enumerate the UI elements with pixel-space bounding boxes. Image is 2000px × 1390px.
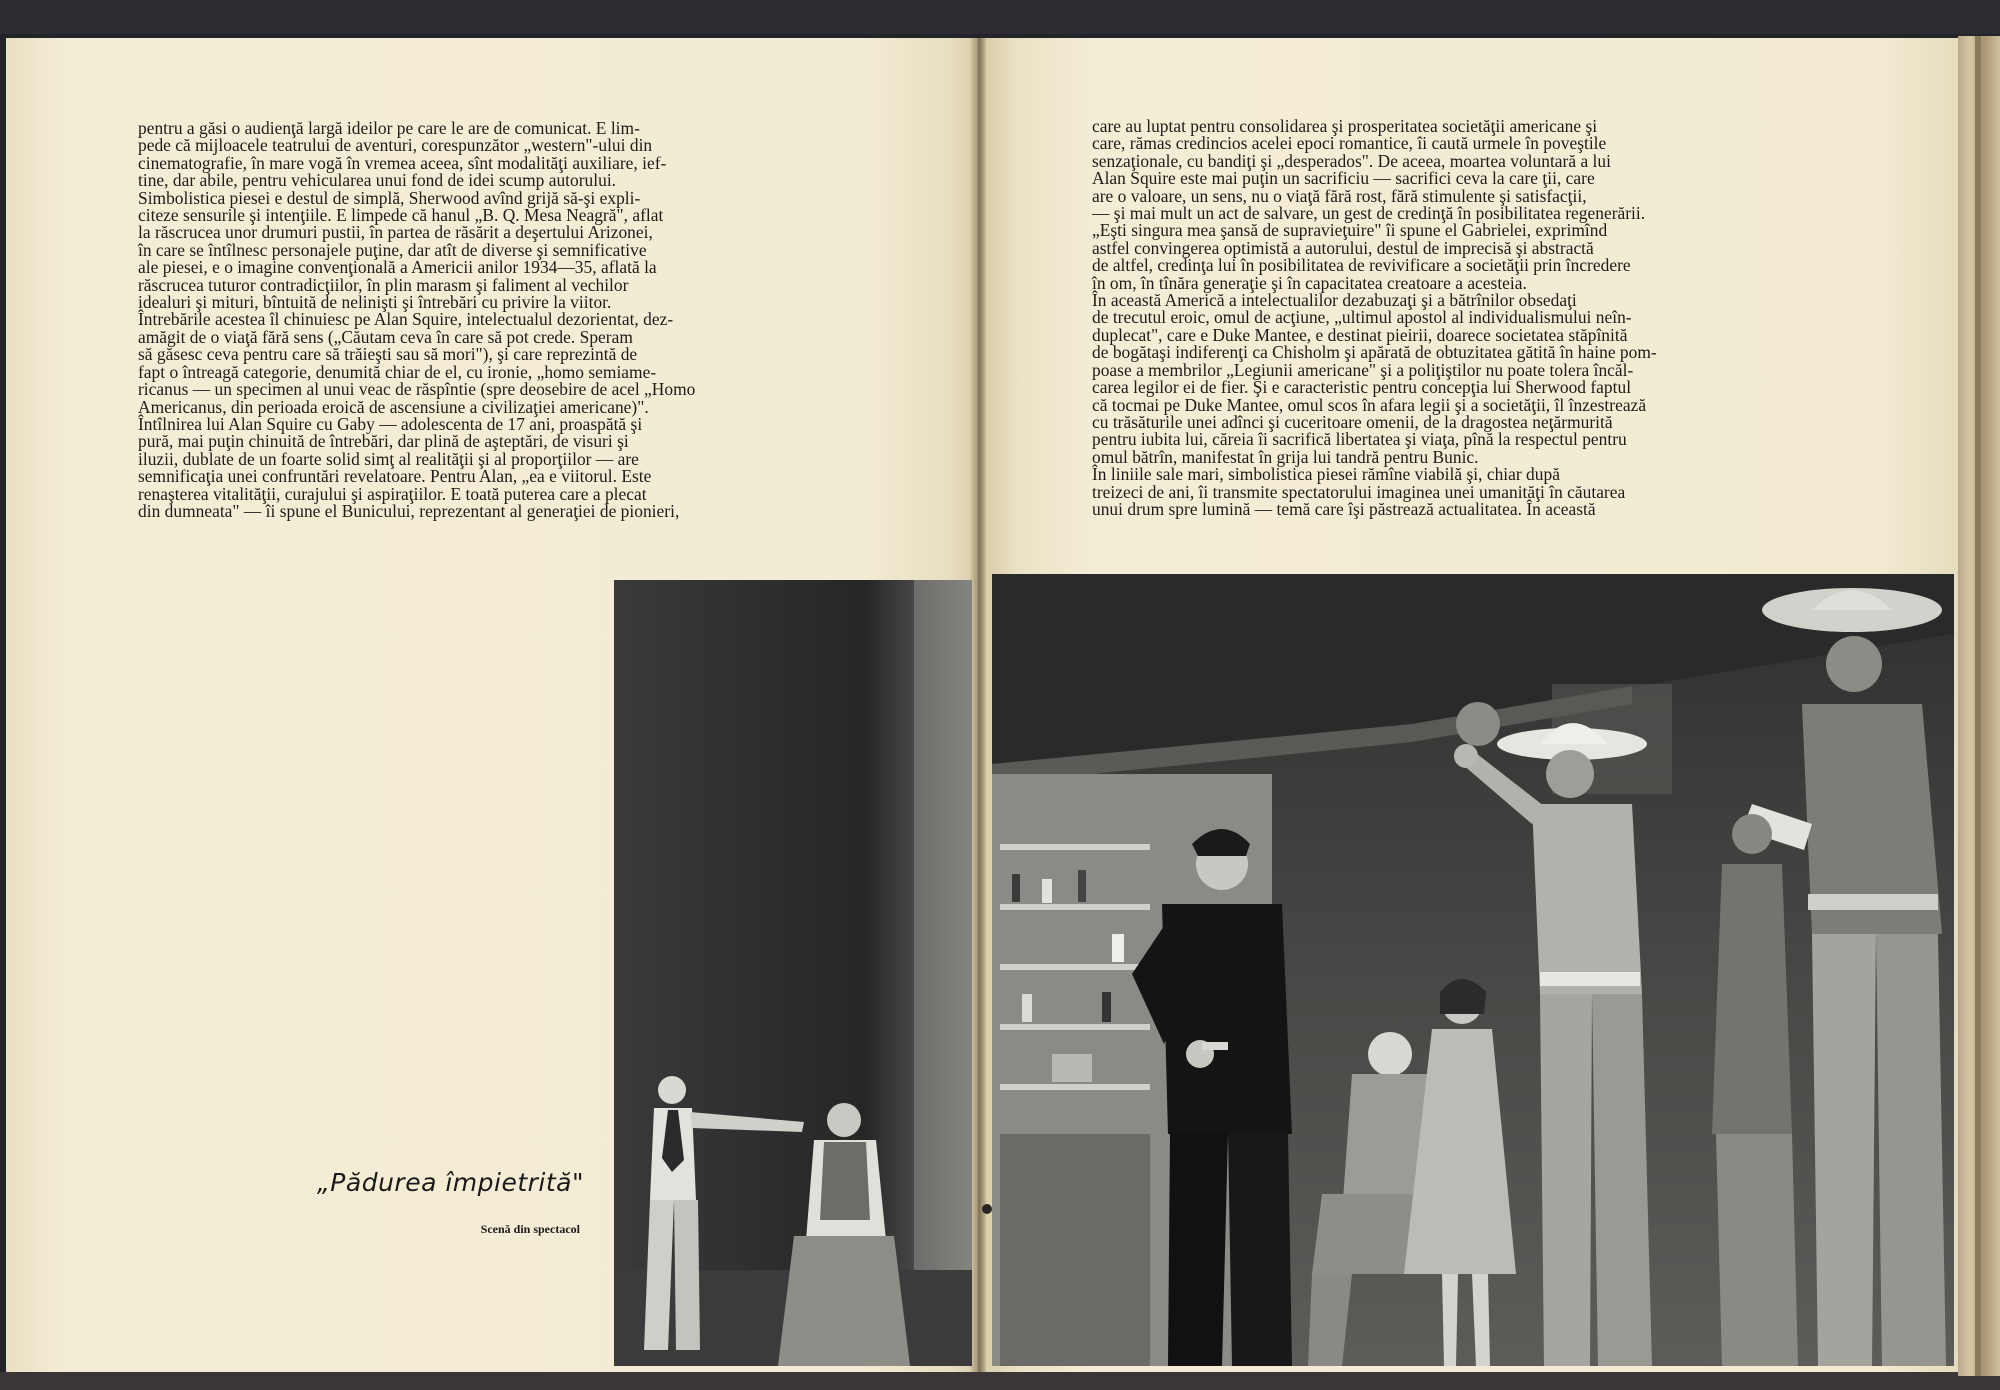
scan-background-top xyxy=(0,0,2000,34)
stage-photo-right xyxy=(992,574,1954,1366)
book-gutter xyxy=(970,38,986,1372)
binding-hole xyxy=(982,1204,992,1214)
book-spine-stripe xyxy=(1975,36,1981,1376)
stage-photo-left xyxy=(614,580,972,1366)
left-page-body-text: pentru a găsi o audienţă largă ideilor pe care le are de comunicat. E lim- pede că mijloacele teatrului de aventuri, corespunzător „western"-ului din cinematografie, în mare vogă în vremea aceea, sînt modalităţi auxiliare, ief- tine, dar abile, pentru vehicularea unui fond de idei scump autorului. Simbolistica piesei e destul de simplă, Sherwood avînd grijă să-şi expli- citeze sensurile şi intenţiile. E limpede că hanul „B. Q. Mesa Neagră", aflat la răscrucea unor drumuri pustii, în partea de răsărit a deşertului Arizonei, în care se întîlnesc personajele puţine, dar atît de diverse şi semnificative ale piesei, e o imagine convenţională a Americii anilor 1934—35, aflată la răscrucea tuturor contradicţiilor, în plin marasm şi faliment al vechilor idealuri şi mituri, bîntuită de nelinişti şi întrebări cu privire la viitor. Întrebările acestea îl chinuiesc pe Alan Squire, intelectualul dezorientat, dez- amăgit de o viaţă fără sens („Căutam ceva în care să pot crede. Speram să găsesc ceva pentru care să trăieşti sau să mori"), şi care reprezintă de fapt o întreagă categorie, denumită chiar de el, cu ironie, „homo semiame- ricanus — un specimen al unui veac de răspîntie (spre deosebire de acel „Homo Americanus, din perioada eroică de ascensiune a civilizaţiei americane)". Întîlnirea lui Alan Squire cu Gaby — adolescenta de 17 ani, proaspătă şi pură, mai puţin chinuită de întrebări, dar plină de aşteptări, de visuri şi iluzii, dublate de un foarte solid simţ al realităţii şi al proporţiilor — are semnificaţia unei confruntări revelatoare. Pentru Alan, „ea e viitorul. Este renaşterea vitalităţii, curajului şi aspiraţiilor. E toată puterea care a plecat din dumneata" — îi spune el Bunicului, reprezentant al generaţiei de pionieri, xyxy=(138,118,696,521)
photo-caption-subtitle: Scenă din spectacol xyxy=(480,1222,580,1236)
photo-caption-title: „Pădurea împietrită" xyxy=(316,1168,584,1197)
scan-background-bottom xyxy=(0,1372,2000,1390)
right-page-body-text: care au luptat pentru consolidarea şi prosperitatea societăţii americane şi care, rămas credincios acelei epoci romantice, îi caută urmele în poveştile senzaţionale, cu bandiţi şi „desperados". De aceea, moartea voluntară a lui Alan Squire este mai puţin un sacrificiu — sacrifici ceva la care ţii, care are o valoare, un sens, nu o viaţă fără rost, fără stimulente şi satisfacţii, — şi mai mult un act de salvare, un gest de credinţă în posibilitatea regenerării. „Eşti singura mea şansă de supravieţuire" îi spune el Gabrielei, exprimînd astfel convingerea optimistă a autorului, destul de imprecisă şi abstractă de altfel, credinţa lui în posibilitatea de revivificare a societăţii prin încredere în om, în tînăra generaţie şi în capacitatea creatoare a acesteia. În această Americă a intelectualilor dezabuzaţi şi a bătrînilor obsedaţi de trecutul eroic, omul de acţiune, „ultimul apostol al individualismului neîn- duplecat", care e Duke Mantee, e destinat pieirii, doarece societatea stăpînită de bogătaşi indiferenţi ca Chisholm şi apărată de obtuzitatea gătită în haine pom- poase a membrilor „Legiunii americane" şi a poliţiştilor nu poate tolera încăl- carea legilor ei de fier. Şi e caracteristic pentru concepţia lui Sherwood faptul că tocmai pe Duke Mantee, omul scos în afara legii şi a societăţii, îl înzestrează cu trăsăturile unei adînci şi cuceritoare omenii, de la dragostea neţărmurită pentru iubita lui, căreia îi sacrifică libertatea şi viaţa, pînă la respectul pentru omul bătrîn, manifestat în grija lui tandră pentru Bunic. În liniile sale mari, simbolistica piesei rămîne viabilă şi, chiar după treizeci de ani, îi transmite spectatorului imaginea unei umanităţi în căutarea unui drum spre lumină — temă care îşi păstrează actualitatea. În această xyxy=(1092,116,1657,519)
